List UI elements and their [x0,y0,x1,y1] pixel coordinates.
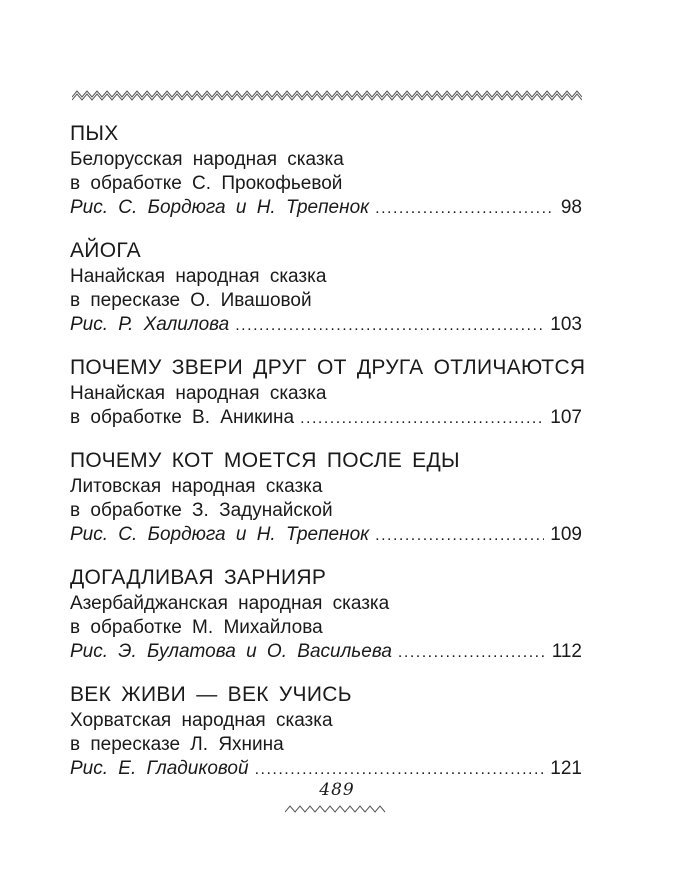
entry-illustrator: Рис. С. Бордюга и Н. Трепенок [70,524,370,545]
entry-illustrator: Рис. Р. Халилова [70,314,230,335]
bottom-zigzag-ornament [285,804,389,814]
entry-page-number[interactable]: 98 [560,197,582,218]
dot-leader [255,758,545,782]
entry-title[interactable]: ПОЧЕМУ КОТ МОЕТСЯ ПОСЛЕ ЕДЫ [70,449,460,472]
entry-page-number[interactable]: 121 [550,758,582,779]
toc-entry[interactable] [70,564,582,665]
entry-origin: Белорусская народная сказка [70,149,344,170]
dot-leader [235,314,544,338]
entry-adaptation: в пересказе Л. Яхнина [70,734,284,755]
entry-title[interactable]: ВЕК ЖИВИ — ВЕК УЧИСЬ [70,683,352,706]
dot-leader [398,641,546,665]
entry-title[interactable]: АЙОГА [70,239,141,262]
dot-leader [300,407,544,431]
entry-leader-line [70,640,582,665]
entry-origin: Азербайджанская народная сказка [70,593,390,614]
entry-leader-line [70,406,582,431]
table-of-contents [70,120,586,798]
dot-leader [375,197,555,221]
entry-leader-line [70,523,582,548]
entry-illustrator: Рис. Е. Гладиковой [70,758,249,779]
entry-leader-line [70,313,582,338]
entry-origin: Нанайская народная сказка [70,266,327,287]
entry-origin: Хорватская народная сказка [70,710,333,731]
top-zigzag-ornament [72,88,582,102]
entry-title[interactable]: ДОГАДЛИВАЯ ЗАРНИЯР [70,566,327,589]
entry-leader-line [70,196,582,221]
entry-adaptation: в обработке З. Задунайской [70,500,333,521]
entry-origin: Литовская народная сказка [70,476,323,497]
entry-leader-line [70,757,582,782]
dot-leader [375,524,544,548]
entry-page-number[interactable]: 112 [551,641,582,662]
entry-illustrator: Рис. Э. Булатова и О. Васильева [70,641,392,662]
toc-entry[interactable] [70,237,582,338]
entry-adaptation: в обработке М. Михайлова [70,617,323,638]
entry-page-number[interactable]: 103 [550,314,582,335]
entry-origin: Нанайская народная сказка [70,383,327,404]
toc-entry[interactable] [70,354,586,431]
entry-adaptation: в обработке С. Прокофьевой [70,173,343,194]
toc-entry[interactable] [70,447,582,548]
entry-title[interactable]: ПЫХ [70,122,119,145]
toc-entry[interactable] [70,120,582,221]
toc-entry[interactable] [70,681,582,782]
entry-page-number[interactable]: 107 [550,407,582,428]
page-number: 489 [319,780,355,800]
entry-title[interactable]: ПОЧЕМУ ЗВЕРИ ДРУГ ОТ ДРУГА ОТЛИЧАЮТСЯ [70,356,586,379]
entry-adaptation: в пересказе О. Ивашовой [70,290,312,311]
entry-page-number[interactable]: 109 [550,524,582,545]
entry-illustrator: Рис. С. Бордюга и Н. Трепенок [70,197,370,218]
entry-adaptation: в обработке В. Аникина [70,407,295,428]
